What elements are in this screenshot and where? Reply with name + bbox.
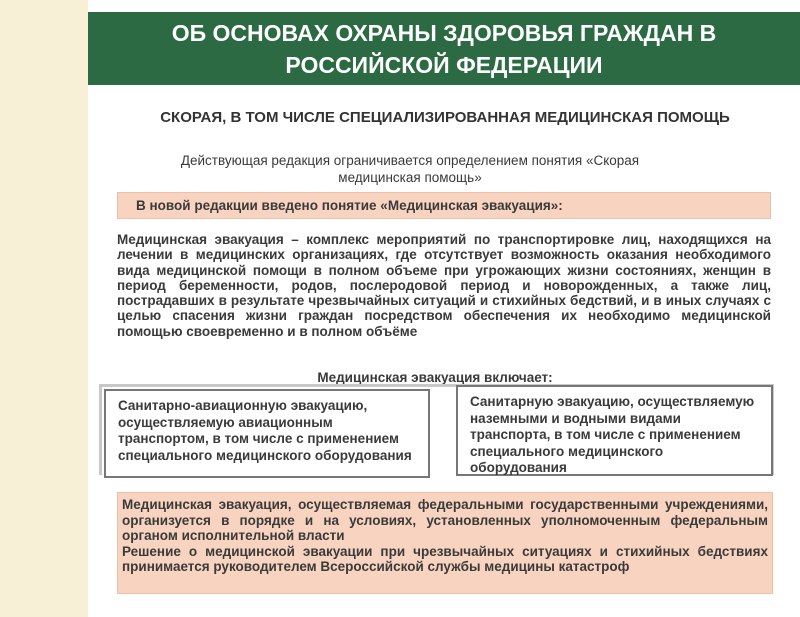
title-bar [88, 12, 800, 85]
ground-evacuation-text: Санитарную эвакуацию, осуществляемую наземными и водными видами транспорта, в том числе с применением специального медицинского оборудования [470, 394, 755, 475]
definition-paragraph: Медицинская эвакуация – комплекс мероприятий по транспортировке лиц, находящихся на лечении в медицинских организациях, где отсутствует возможность оказания необходимого вида медицинской помощи в полном объеме при угрожающих жизни состояниях, женщин в период беременности, родов, послеродовой период и новорожденных, а также лиц, пострадавших в результате чрезвычайных ситуаций и стихийных бедствий, и в иных случаях с целью спасения жизни граждан посредством обеспечения их необходимо медицинской помощью своевременно и в полном объёме [117, 232, 771, 339]
air-evacuation-box [104, 389, 430, 478]
air-evacuation-text: Санитарно-авиационную эвакуацию, осуществляемую авиационным транспортом, в том числе с применением специального медицинского оборудования [118, 398, 412, 463]
bottom-note-band [117, 492, 773, 594]
current-edition-note: Действующая редакция ограничивается определением понятия «Скорая медицинская помощь» [180, 153, 640, 185]
new-edition-text: В новой редакции введено понятие «Медицинская эвакуация»: [136, 198, 563, 213]
left-decor-strip [0, 0, 88, 617]
bottom-paragraph-emergency: Решение о медицинской эвакуации при чрезвычайных ситуациях и стихийных бедствиях принимается руководителем Всероссийской службы медицины катастроф [122, 543, 768, 575]
ground-evacuation-box [456, 385, 773, 476]
new-edition-band [117, 192, 771, 219]
bottom-paragraph-federal: Медицинская эвакуация, осуществляемая федеральными государственными учреждениями, организуется в порядке и на условиях, установленных уполномоченным федеральным органом исполнительной власти [122, 497, 768, 544]
page-title: ОБ ОСНОВАХ ОХРАНЫ ЗДОРОВЬЯ ГРАЖДАН В РОССИЙСКОЙ ФЕДЕРАЦИИ [171, 19, 717, 78]
section-subtitle: СКОРАЯ, В ТОМ ЧИСЛЕ СПЕЦИАЛИЗИРОВАННАЯ МЕДИЦИНСКАЯ ПОМОЩЬ [160, 109, 730, 126]
includes-heading: Медицинская эвакуация включает: [317, 370, 553, 385]
